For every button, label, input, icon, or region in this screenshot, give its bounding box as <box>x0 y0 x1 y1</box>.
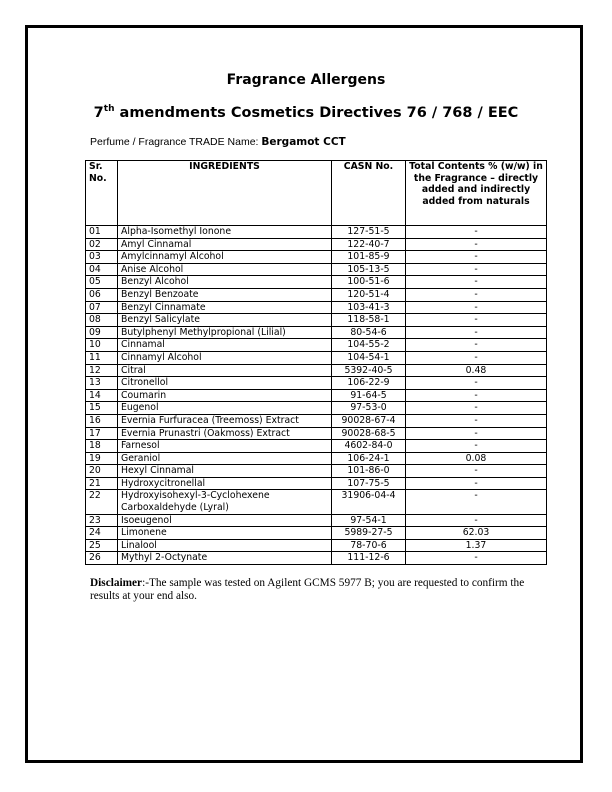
cell-casn: 31906-04-4 <box>332 490 406 514</box>
header-casn: CASN No. <box>332 161 406 226</box>
cell-casn: 111-12-6 <box>332 552 406 565</box>
cell-casn: 101-85-9 <box>332 251 406 264</box>
cell-total: - <box>406 514 547 527</box>
table-row <box>86 263 547 276</box>
header-total-contents: Total Contents % (w/w) in the Fragrance – directly added and indirectly added from naturals <box>406 161 547 226</box>
trade-name-value: Bergamot CCT <box>261 136 346 148</box>
cell-sr-no: 01 <box>86 226 118 239</box>
cell-ingredient: Amyl Cinnamal <box>118 238 332 251</box>
cell-ingredient: Amylcinnamyl Alcohol <box>118 251 332 264</box>
cell-total: - <box>406 427 547 440</box>
cell-total: - <box>406 276 547 289</box>
cell-casn: 91-64-5 <box>332 389 406 402</box>
cell-casn: 106-24-1 <box>332 452 406 465</box>
cell-sr-no: 19 <box>86 452 118 465</box>
cell-casn: 90028-67-4 <box>332 414 406 427</box>
table-row <box>86 276 547 289</box>
table-row <box>86 514 547 527</box>
cell-ingredient: Mythyl 2-Octynate <box>118 552 332 565</box>
disclaimer-text: :-The sample was tested on Agilent GCMS 5977 B; you are requested to confirm the results at your end also. <box>90 577 525 602</box>
cell-total: - <box>406 402 547 415</box>
cell-sr-no: 22 <box>86 490 118 514</box>
cell-ingredient: Linalool <box>118 539 332 552</box>
cell-casn: 104-55-2 <box>332 339 406 352</box>
disclaimer <box>90 577 530 603</box>
cell-casn: 97-53-0 <box>332 402 406 415</box>
table-row <box>86 539 547 552</box>
cell-casn: 101-86-0 <box>332 465 406 478</box>
table-row <box>86 465 547 478</box>
trade-name-line <box>90 136 346 148</box>
cell-ingredient: Coumarin <box>118 389 332 402</box>
cell-sr-no: 05 <box>86 276 118 289</box>
cell-casn: 4602-84-0 <box>332 440 406 453</box>
cell-total: - <box>406 226 547 239</box>
cell-sr-no: 11 <box>86 351 118 364</box>
cell-ingredient: Evernia Prunastri (Oakmoss) Extract <box>118 427 332 440</box>
cell-casn: 5989-27-5 <box>332 527 406 540</box>
table-row <box>86 527 547 540</box>
cell-ingredient: Alpha-Isomethyl Ionone <box>118 226 332 239</box>
cell-total: - <box>406 414 547 427</box>
cell-ingredient: Benzyl Alcohol <box>118 276 332 289</box>
table-row <box>86 314 547 327</box>
table-row <box>86 364 547 377</box>
cell-ingredient: Limonene <box>118 527 332 540</box>
table-row <box>86 301 547 314</box>
cell-total: - <box>406 326 547 339</box>
cell-total: - <box>406 301 547 314</box>
cell-ingredient: Isoeugenol <box>118 514 332 527</box>
cell-total: - <box>406 465 547 478</box>
cell-ingredient: Geraniol <box>118 452 332 465</box>
cell-casn: 105-13-5 <box>332 263 406 276</box>
cell-sr-no: 24 <box>86 527 118 540</box>
page-subtitle <box>0 104 612 121</box>
header-sr-no: Sr. No. <box>86 161 118 226</box>
cell-ingredient: Cinnamyl Alcohol <box>118 351 332 364</box>
cell-total: - <box>406 288 547 301</box>
allergens-table <box>85 160 547 565</box>
cell-total: - <box>406 389 547 402</box>
cell-sr-no: 03 <box>86 251 118 264</box>
cell-casn: 118-58-1 <box>332 314 406 327</box>
trade-name-label: Perfume / Fragrance TRADE Name: <box>90 136 262 148</box>
table-row <box>86 414 547 427</box>
table-header-row <box>86 161 547 226</box>
cell-total: - <box>406 339 547 352</box>
cell-sr-no: 25 <box>86 539 118 552</box>
cell-ingredient: Cinnamal <box>118 339 332 352</box>
subtitle-number: 7 <box>93 104 104 121</box>
table-row <box>86 339 547 352</box>
cell-casn: 100-51-6 <box>332 276 406 289</box>
cell-sr-no: 18 <box>86 440 118 453</box>
table-row <box>86 477 547 490</box>
cell-sr-no: 26 <box>86 552 118 565</box>
cell-casn: 78-70-6 <box>332 539 406 552</box>
cell-casn: 103-41-3 <box>332 301 406 314</box>
table-row <box>86 238 547 251</box>
cell-ingredient: Hydroxyisohexyl-3-Cyclohexene Carboxaldehyde (Lyral) <box>118 490 332 514</box>
cell-total: 62.03 <box>406 527 547 540</box>
table-row <box>86 440 547 453</box>
cell-casn: 107-75-5 <box>332 477 406 490</box>
cell-ingredient: Benzyl Cinnamate <box>118 301 332 314</box>
cell-sr-no: 08 <box>86 314 118 327</box>
table-row <box>86 251 547 264</box>
cell-casn: 127-51-5 <box>332 226 406 239</box>
cell-casn: 90028-68-5 <box>332 427 406 440</box>
cell-total: - <box>406 351 547 364</box>
cell-sr-no: 16 <box>86 414 118 427</box>
subtitle-superscript: th <box>103 104 115 114</box>
cell-sr-no: 09 <box>86 326 118 339</box>
cell-ingredient: Citral <box>118 364 332 377</box>
cell-ingredient: Butylphenyl Methylpropional (Lilial) <box>118 326 332 339</box>
table-row <box>86 351 547 364</box>
cell-total: - <box>406 440 547 453</box>
cell-casn: 106-22-9 <box>332 377 406 390</box>
table-row <box>86 427 547 440</box>
cell-ingredient: Evernia Furfuracea (Treemoss) Extract <box>118 414 332 427</box>
cell-total: - <box>406 263 547 276</box>
table-row <box>86 288 547 301</box>
header-ingredients: INGREDIENTS <box>118 161 332 226</box>
cell-sr-no: 06 <box>86 288 118 301</box>
cell-total: 1.37 <box>406 539 547 552</box>
cell-total: - <box>406 477 547 490</box>
cell-casn: 104-54-1 <box>332 351 406 364</box>
cell-casn: 122-40-7 <box>332 238 406 251</box>
table-row <box>86 452 547 465</box>
cell-ingredient: Benzyl Benzoate <box>118 288 332 301</box>
table-row <box>86 226 547 239</box>
cell-sr-no: 04 <box>86 263 118 276</box>
cell-sr-no: 23 <box>86 514 118 527</box>
table-row <box>86 490 547 514</box>
table-row <box>86 402 547 415</box>
cell-total: - <box>406 377 547 390</box>
cell-total: - <box>406 238 547 251</box>
table-body <box>86 226 547 565</box>
cell-total: - <box>406 251 547 264</box>
cell-ingredient: Benzyl Salicylate <box>118 314 332 327</box>
cell-casn: 120-51-4 <box>332 288 406 301</box>
table-row <box>86 326 547 339</box>
cell-ingredient: Farnesol <box>118 440 332 453</box>
cell-total: - <box>406 490 547 514</box>
subtitle-text: amendments Cosmetics Directives 76 / 768 / EEC <box>114 104 519 121</box>
cell-sr-no: 15 <box>86 402 118 415</box>
cell-total: 0.08 <box>406 452 547 465</box>
cell-ingredient: Eugenol <box>118 402 332 415</box>
table-row <box>86 377 547 390</box>
cell-sr-no: 02 <box>86 238 118 251</box>
cell-total: 0.48 <box>406 364 547 377</box>
cell-sr-no: 21 <box>86 477 118 490</box>
cell-sr-no: 20 <box>86 465 118 478</box>
cell-sr-no: 13 <box>86 377 118 390</box>
cell-sr-no: 07 <box>86 301 118 314</box>
cell-sr-no: 14 <box>86 389 118 402</box>
table-row <box>86 389 547 402</box>
table-row <box>86 552 547 565</box>
cell-total: - <box>406 552 547 565</box>
cell-ingredient: Hydroxycitronellal <box>118 477 332 490</box>
cell-casn: 5392-40-5 <box>332 364 406 377</box>
cell-casn: 97-54-1 <box>332 514 406 527</box>
disclaimer-label: Disclaimer <box>90 577 143 589</box>
cell-sr-no: 10 <box>86 339 118 352</box>
cell-ingredient: Hexyl Cinnamal <box>118 465 332 478</box>
cell-sr-no: 17 <box>86 427 118 440</box>
cell-ingredient: Citronellol <box>118 377 332 390</box>
cell-sr-no: 12 <box>86 364 118 377</box>
cell-casn: 80-54-6 <box>332 326 406 339</box>
cell-ingredient: Anise Alcohol <box>118 263 332 276</box>
page-title: Fragrance Allergens <box>226 72 386 88</box>
cell-total: - <box>406 314 547 327</box>
